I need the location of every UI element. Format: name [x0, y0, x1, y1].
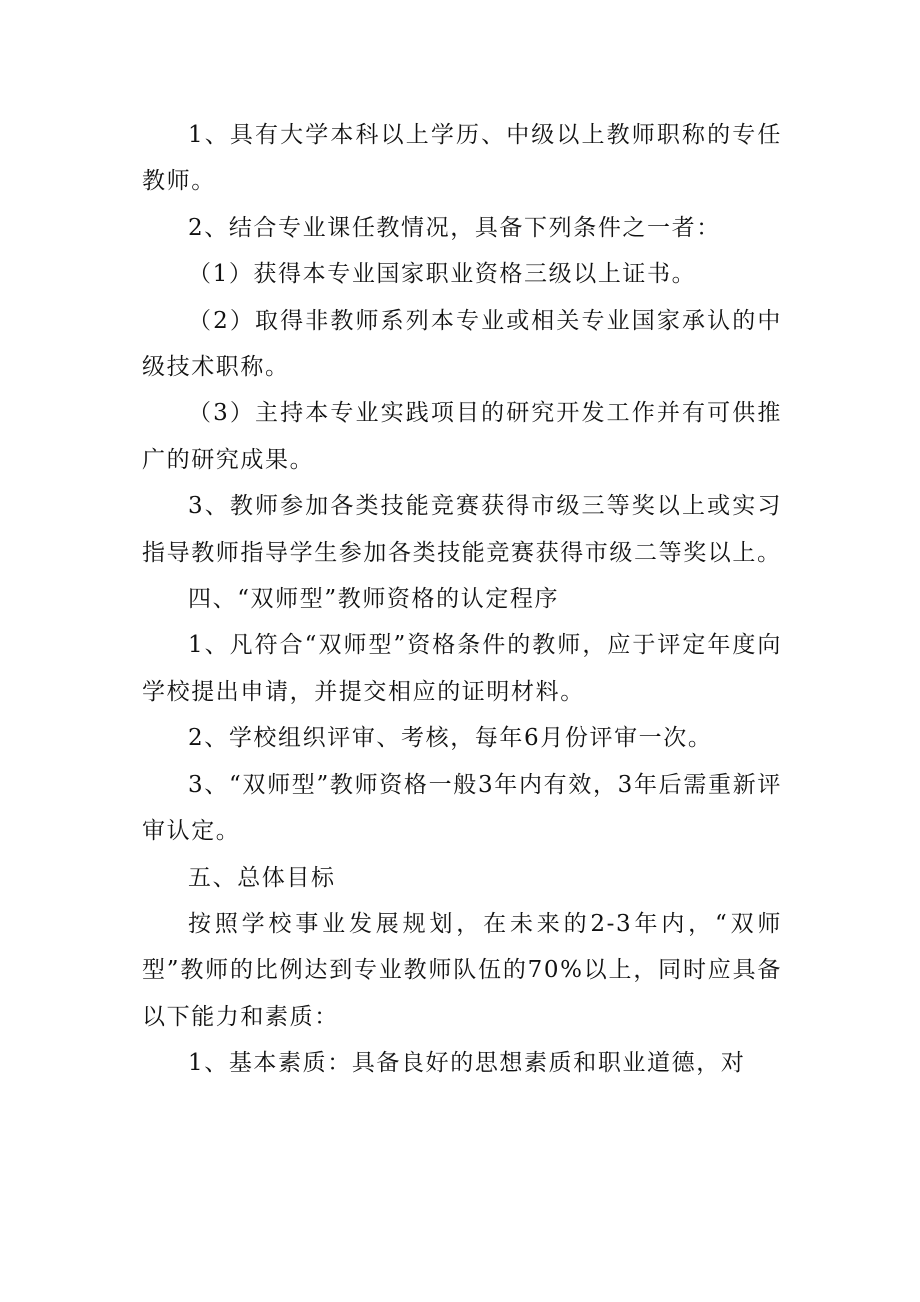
paragraph-procedure-review: 2、学校组织评审、考核，每年6月份评审一次。	[188, 725, 713, 752]
document-body	[142, 112, 782, 1087]
paragraph-qualification-degree: 1、具有大学本科以上学历、中级以上教师职称的专任教师。	[142, 122, 782, 195]
paragraph-condition-certificate: （1）获得本专业国家职业资格三级以上证书。	[188, 261, 697, 288]
paragraph-procedure-application: 1、凡符合“双师型”资格条件的教师，应于评定年度向学校提出申请，并提交相应的证明材料。	[142, 632, 782, 705]
section-heading-procedure: 四、“双师型”教师资格的认定程序	[188, 586, 560, 613]
paragraph-goals-plan: 按照学校事业发展规划，在未来的2-3年内，“双师型”教师的比例达到专业教师队伍的70%以上，同时应具备以下能力和素质：	[142, 910, 782, 1030]
paragraph-qualification-competition: 3、教师参加各类技能竞赛获得市级三等奖以上或实习指导教师指导学生参加各类技能竞赛获得市级二等奖以上。	[142, 493, 782, 566]
paragraph-goals-basic-quality: 1、基本素质：具备良好的思想素质和职业道德，对	[188, 1050, 746, 1077]
paragraph-procedure-validity: 3、“双师型”教师资格一般3年内有效，3年后需重新评审认定。	[142, 771, 782, 845]
paragraph-condition-technical-title: （2）取得非教师系列本专业或相关专业国家承认的中级技术职称。	[142, 307, 782, 381]
paragraph-condition-research: （3）主持本专业实践项目的研究开发工作并有可供推广的研究成果。	[142, 400, 782, 473]
paragraph-qualification-conditions: 2、结合专业课任教情况，具备下列条件之一者：	[188, 214, 721, 241]
section-heading-goals: 五、总体目标	[188, 864, 336, 891]
